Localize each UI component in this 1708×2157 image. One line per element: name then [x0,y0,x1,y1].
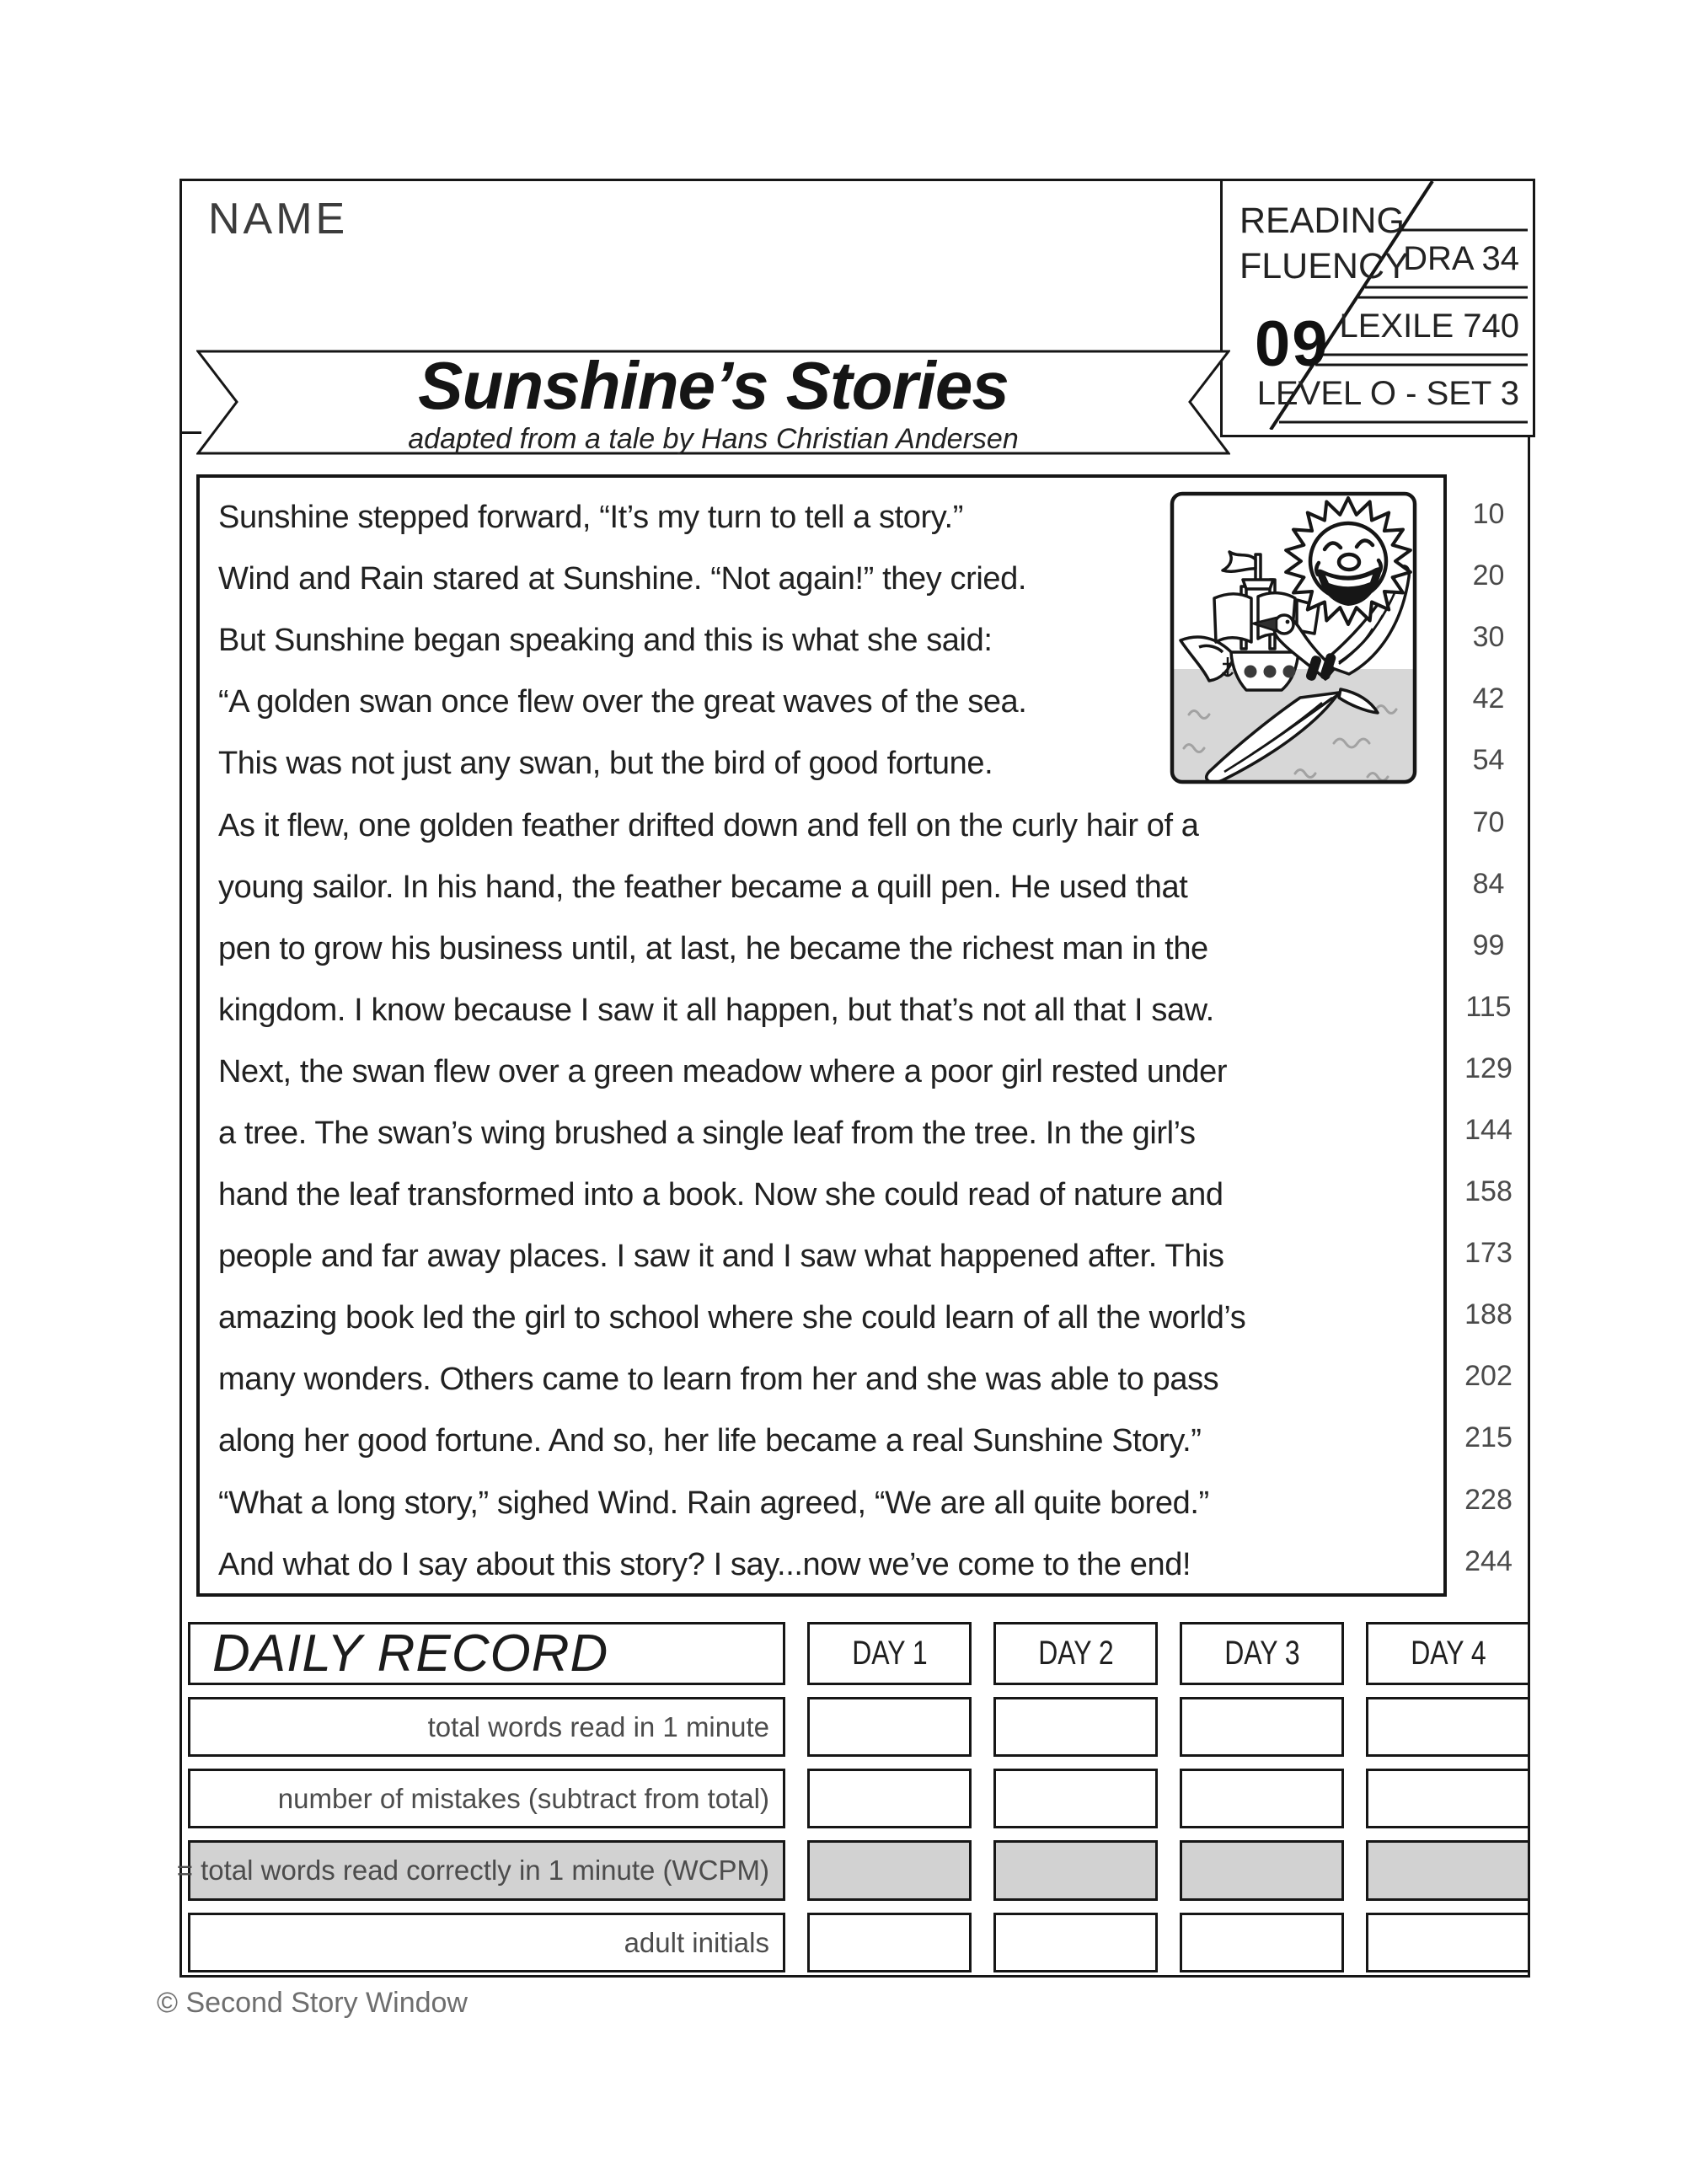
passage-line: amazing book led the girl to school where she could learn of all the world’s [218,1300,1246,1336]
program-title: READING FLUENCY [1240,201,1409,286]
passage-line: “What a long story,” sighed Wind. Rain agreed, “We are all quite bored.” [218,1485,1209,1521]
word-count: 84 [1472,867,1505,900]
story-illustration [1169,490,1418,785]
passage-line: “A golden swan once flew over the great waves of the sea. [218,684,1027,720]
record-row-label: adult initials [188,1913,785,1972]
passage-line: But Sunshine began speaking and this is what she said: [218,623,993,659]
record-blank-cell [1180,1697,1344,1757]
passage-subtitle: adapted from a tale by Hans Christian Andersen [408,422,1019,455]
day-column-header [1180,1622,1344,1685]
passage-line: along her good fortune. And so, her life became a real Sunshine Story.” [218,1423,1202,1459]
daily-record-title: DAILY RECORD [188,1622,785,1685]
passage-line: Next, the swan flew over a green meadow where a poor girl rested under [218,1053,1228,1089]
record-blank-cell [807,1697,972,1757]
word-count: 129 [1464,1052,1513,1084]
passage-line: Wind and Rain stared at Sunshine. “Not again!” they cried. [218,561,1026,597]
record-row-label: number of mistakes (subtract from total) [188,1769,785,1828]
passage-line: a tree. The swan’s wing brushed a single leaf from the tree. In the girl’s [218,1115,1196,1151]
day-column-header [807,1622,972,1685]
word-count: 30 [1472,621,1505,654]
record-blank-cell [1366,1913,1530,1972]
passage-line: kingdom. I know because I saw it all happen, but that’s not all that I saw. [218,992,1214,1028]
word-count: 115 [1465,990,1512,1023]
passage-line: many wonders. Others came to learn from her and she was able to pass [218,1362,1219,1398]
passage-line: young sailor. In his hand, the feather became a quill pen. He used that [218,869,1188,905]
passage-line: As it flew, one golden feather drifted down and fell on the curly hair of a [218,807,1199,843]
record-row-label: total words read in 1 minute [188,1697,785,1757]
day-column-header [993,1622,1158,1685]
day-column-label: DAY 4 [1410,1635,1486,1672]
lexile-level-badge: LEXILE 740 [1339,307,1519,345]
word-count-column [1447,474,1530,1597]
word-count: 10 [1472,498,1505,531]
record-blank-cell [993,1697,1158,1757]
word-count: 99 [1472,929,1505,961]
reading-level-badge: LEVEL O - SET 3 [1256,374,1519,412]
copyright-credit: © Second Story Window [157,1987,468,2019]
day-column-header [1366,1622,1530,1685]
word-count: 188 [1464,1298,1513,1331]
record-blank-cell [1180,1840,1344,1901]
word-count: 244 [1464,1544,1513,1577]
record-blank-cell [807,1913,972,1972]
word-count: 20 [1472,559,1505,592]
day-column-label: DAY 1 [851,1635,928,1672]
word-count: 215 [1464,1421,1513,1454]
record-blank-cell [1180,1769,1344,1828]
word-count: 202 [1464,1360,1513,1393]
word-count: 158 [1464,1175,1513,1208]
word-count: 173 [1464,1237,1513,1270]
record-blank-cell [1366,1697,1530,1757]
name-label: NAME [208,195,349,244]
reading-fluency-header-box [1220,179,1535,437]
word-count: 54 [1472,744,1505,777]
day-column-label: DAY 3 [1223,1635,1300,1672]
record-blank-cell [1366,1769,1530,1828]
passage-title: Sunshine’s Stories [418,347,1009,423]
word-count: 144 [1464,1113,1513,1146]
record-blank-cell [993,1840,1158,1901]
record-blank-cell [807,1840,972,1901]
record-blank-cell [1366,1840,1530,1901]
passage-line: This was not just any swan, but the bird of good fortune. [218,746,993,782]
record-blank-cell [993,1913,1158,1972]
passage-line: Sunshine stepped forward, “It’s my turn to tell a story.” [218,500,963,536]
title-ribbon [196,347,1230,455]
day-column-label: DAY 2 [1037,1635,1114,1672]
sun-ship-swan-illustration [1169,490,1418,785]
passage-number: 09 [1255,308,1330,380]
record-row-label: = total words read correctly in 1 minute (WCPM) [188,1840,785,1901]
word-count: 42 [1472,682,1505,715]
record-blank-cell [993,1769,1158,1828]
record-blank-cell [1180,1913,1344,1972]
passage-line: people and far away places. I saw it and I saw what happened after. This [218,1239,1224,1275]
passage-line: pen to grow his business until, at last, he became the richest man in the [218,930,1208,966]
passage-line: And what do I say about this story? I say...now we’ve come to the end! [218,1546,1191,1582]
passage-line: hand the leaf transformed into a book. Now she could read of nature and [218,1177,1223,1213]
dra-level-badge: DRA 34 [1403,239,1519,277]
word-count: 70 [1472,806,1505,838]
word-count: 228 [1464,1483,1513,1516]
daily-record-table [176,1622,1530,1972]
record-blank-cell [807,1769,972,1828]
